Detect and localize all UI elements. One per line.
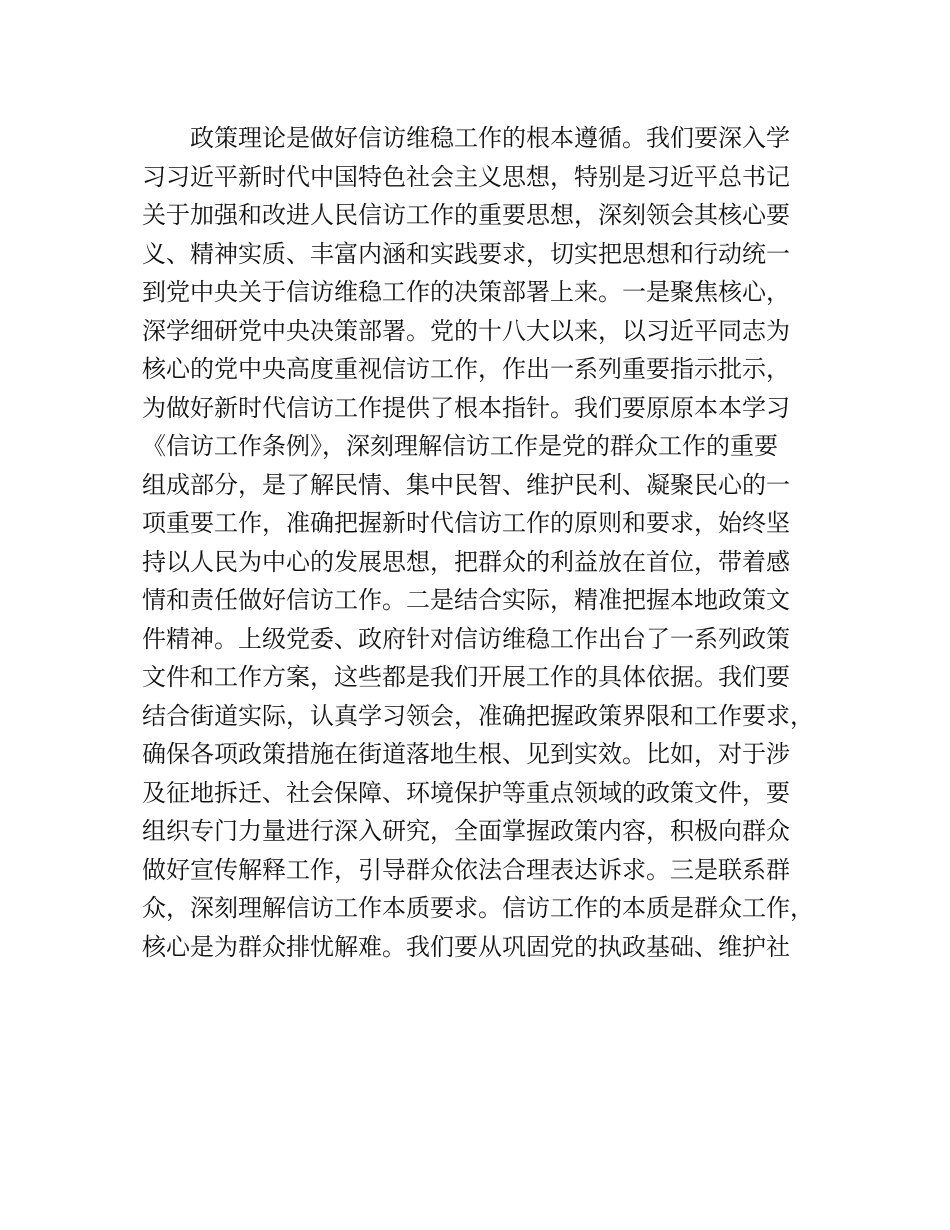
text-line: 组织专门力量进行深入研究，全面掌握政策内容，积极向群众 — [142, 817, 790, 845]
text-line: 确保各项政策措施在街道落地生根、见到实效。比如，对于涉 — [142, 740, 790, 768]
text-line: 到党中央关于信访维稳工作的决策部署上来。一是聚焦核心， — [142, 278, 790, 306]
text-line: 习习近平新时代中国特色社会主义思想，特别是习近平总书记 — [142, 162, 790, 191]
text-line: 结合街道实际，认真学习领会，准确把握政策界限和工作要求， — [142, 701, 814, 730]
text-line: 持以人民为中心的发展思想，把群众的利益放在首位，带着感 — [142, 547, 790, 576]
text-line: 众，深刻理解信访工作本质要求。信访工作的本质是群众工作， — [142, 894, 814, 922]
text-line: 组成部分，是了解民情、集中民智、维护民利、凝聚民心的一 — [142, 470, 790, 499]
text-line: 关于加强和改进人民信访工作的重要思想，深刻领会其核心要 — [142, 201, 790, 229]
text-line: 情和责任做好信访工作。二是结合实际，精准把握本地政策文 — [142, 586, 790, 614]
text-line: 文件和工作方案，这些都是我们开展工作的具体依据。我们要 — [142, 663, 790, 691]
text-line: 深学细研党中央决策部署。党的十八大以来，以习近平同志为 — [142, 316, 790, 345]
text-line: 项重要工作，准确把握新时代信访工作的原则和要求，始终坚 — [142, 509, 790, 537]
text-line: 政策理论是做好信访维稳工作的根本遵循。我们要深入学 — [190, 124, 790, 152]
text-line: 核心是为群众排忧解难。我们要从巩固党的执政基础、维护社 — [142, 932, 790, 961]
text-line: 《信访工作条例》，深刻理解信访工作是党的群众工作的重要 — [142, 432, 778, 460]
body-paragraph — [142, 119, 832, 966]
text-line: 义、精神实质、丰富内涵和实践要求，切实把思想和行动统一 — [142, 239, 790, 268]
text-line: 核心的党中央高度重视信访工作，作出一系列重要指示批示， — [142, 355, 790, 383]
text-line: 做好宣传解释工作，引导群众依法合理表达诉求。三是联系群 — [142, 855, 790, 884]
text-line: 及征地拆迁、社会保障、环境保护等重点领域的政策文件，要 — [142, 778, 790, 807]
text-line: 件精神。上级党委、政府针对信访维稳工作出台了一系列政策 — [142, 624, 790, 653]
text-line: 为做好新时代信访工作提供了根本指针。我们要原原本本学习 — [142, 393, 790, 422]
